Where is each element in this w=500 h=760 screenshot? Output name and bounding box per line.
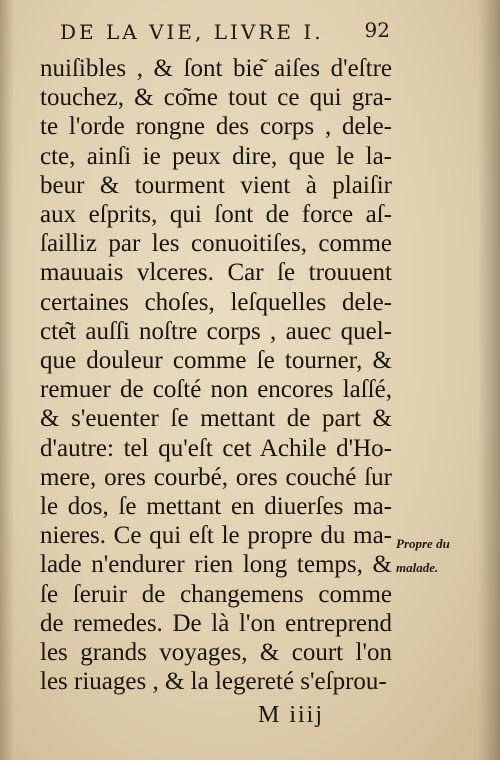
page-number: 92: [364, 18, 390, 42]
margin-note: [396, 532, 486, 580]
text-line: touchez, & co͂me tout ce qui gra-: [40, 84, 392, 112]
text-line: mauuais vlceres. Car ſe trouuent: [40, 259, 392, 287]
text-line: de remedes. De là l'on entreprend: [40, 609, 392, 637]
text-line: cte, ainſi ie peux dire, que le la-: [40, 142, 392, 170]
margin-note-line: Propre du: [396, 536, 450, 551]
running-head: [60, 20, 390, 44]
text-line: remuer de coſté non encores laſſé,: [40, 376, 392, 404]
body-text: [40, 54, 392, 696]
text-line: nuiſibles , & ſont bie͂ aiſes d'eſtre: [40, 55, 392, 82]
text-line: aux eſprits, qui ſont de force aſ-: [40, 201, 392, 229]
running-head-title: DE LA VIE, LIVRE I.: [60, 20, 324, 44]
signature-mark: M iiij: [258, 702, 325, 728]
text-line: certaines choſes, leſquelles dele-: [40, 288, 392, 316]
text-line: & s'euenter ſe mettant de part &: [40, 405, 392, 433]
text-line: cte͂t auſſi noſtre corps , auec quel-: [40, 317, 392, 345]
text-line: ſailliz par les conuoitiſes, comme: [40, 230, 392, 258]
binding-shadow: [478, 0, 500, 760]
text-line: les riuages , & la legereté s'eſprou-: [40, 668, 387, 696]
text-line: te l'orde rongne des corps , dele-: [40, 113, 392, 141]
page-edge-shadow: [0, 0, 14, 760]
text-line: le dos, ſe mettant en diuerſes ma-: [40, 493, 392, 521]
text-line: que douleur comme ſe tourner, &: [40, 347, 392, 375]
text-line: les grands voyages, & court l'on: [40, 639, 392, 667]
text-line: beur & tourment vient à plaiſir: [40, 171, 392, 199]
text-line: d'autre: tel qu'eſt cet Achile d'Ho-: [40, 434, 392, 462]
text-line: nieres. Ce qui eſt le propre du ma-: [40, 522, 392, 550]
text-line: lade n'endurer rien long temps, &: [40, 551, 392, 579]
margin-note-line: malade.: [396, 560, 439, 575]
text-line: mere, ores courbé, ores couché ſur: [40, 463, 392, 491]
text-line: ſe ſeruir de changemens comme: [40, 580, 392, 608]
